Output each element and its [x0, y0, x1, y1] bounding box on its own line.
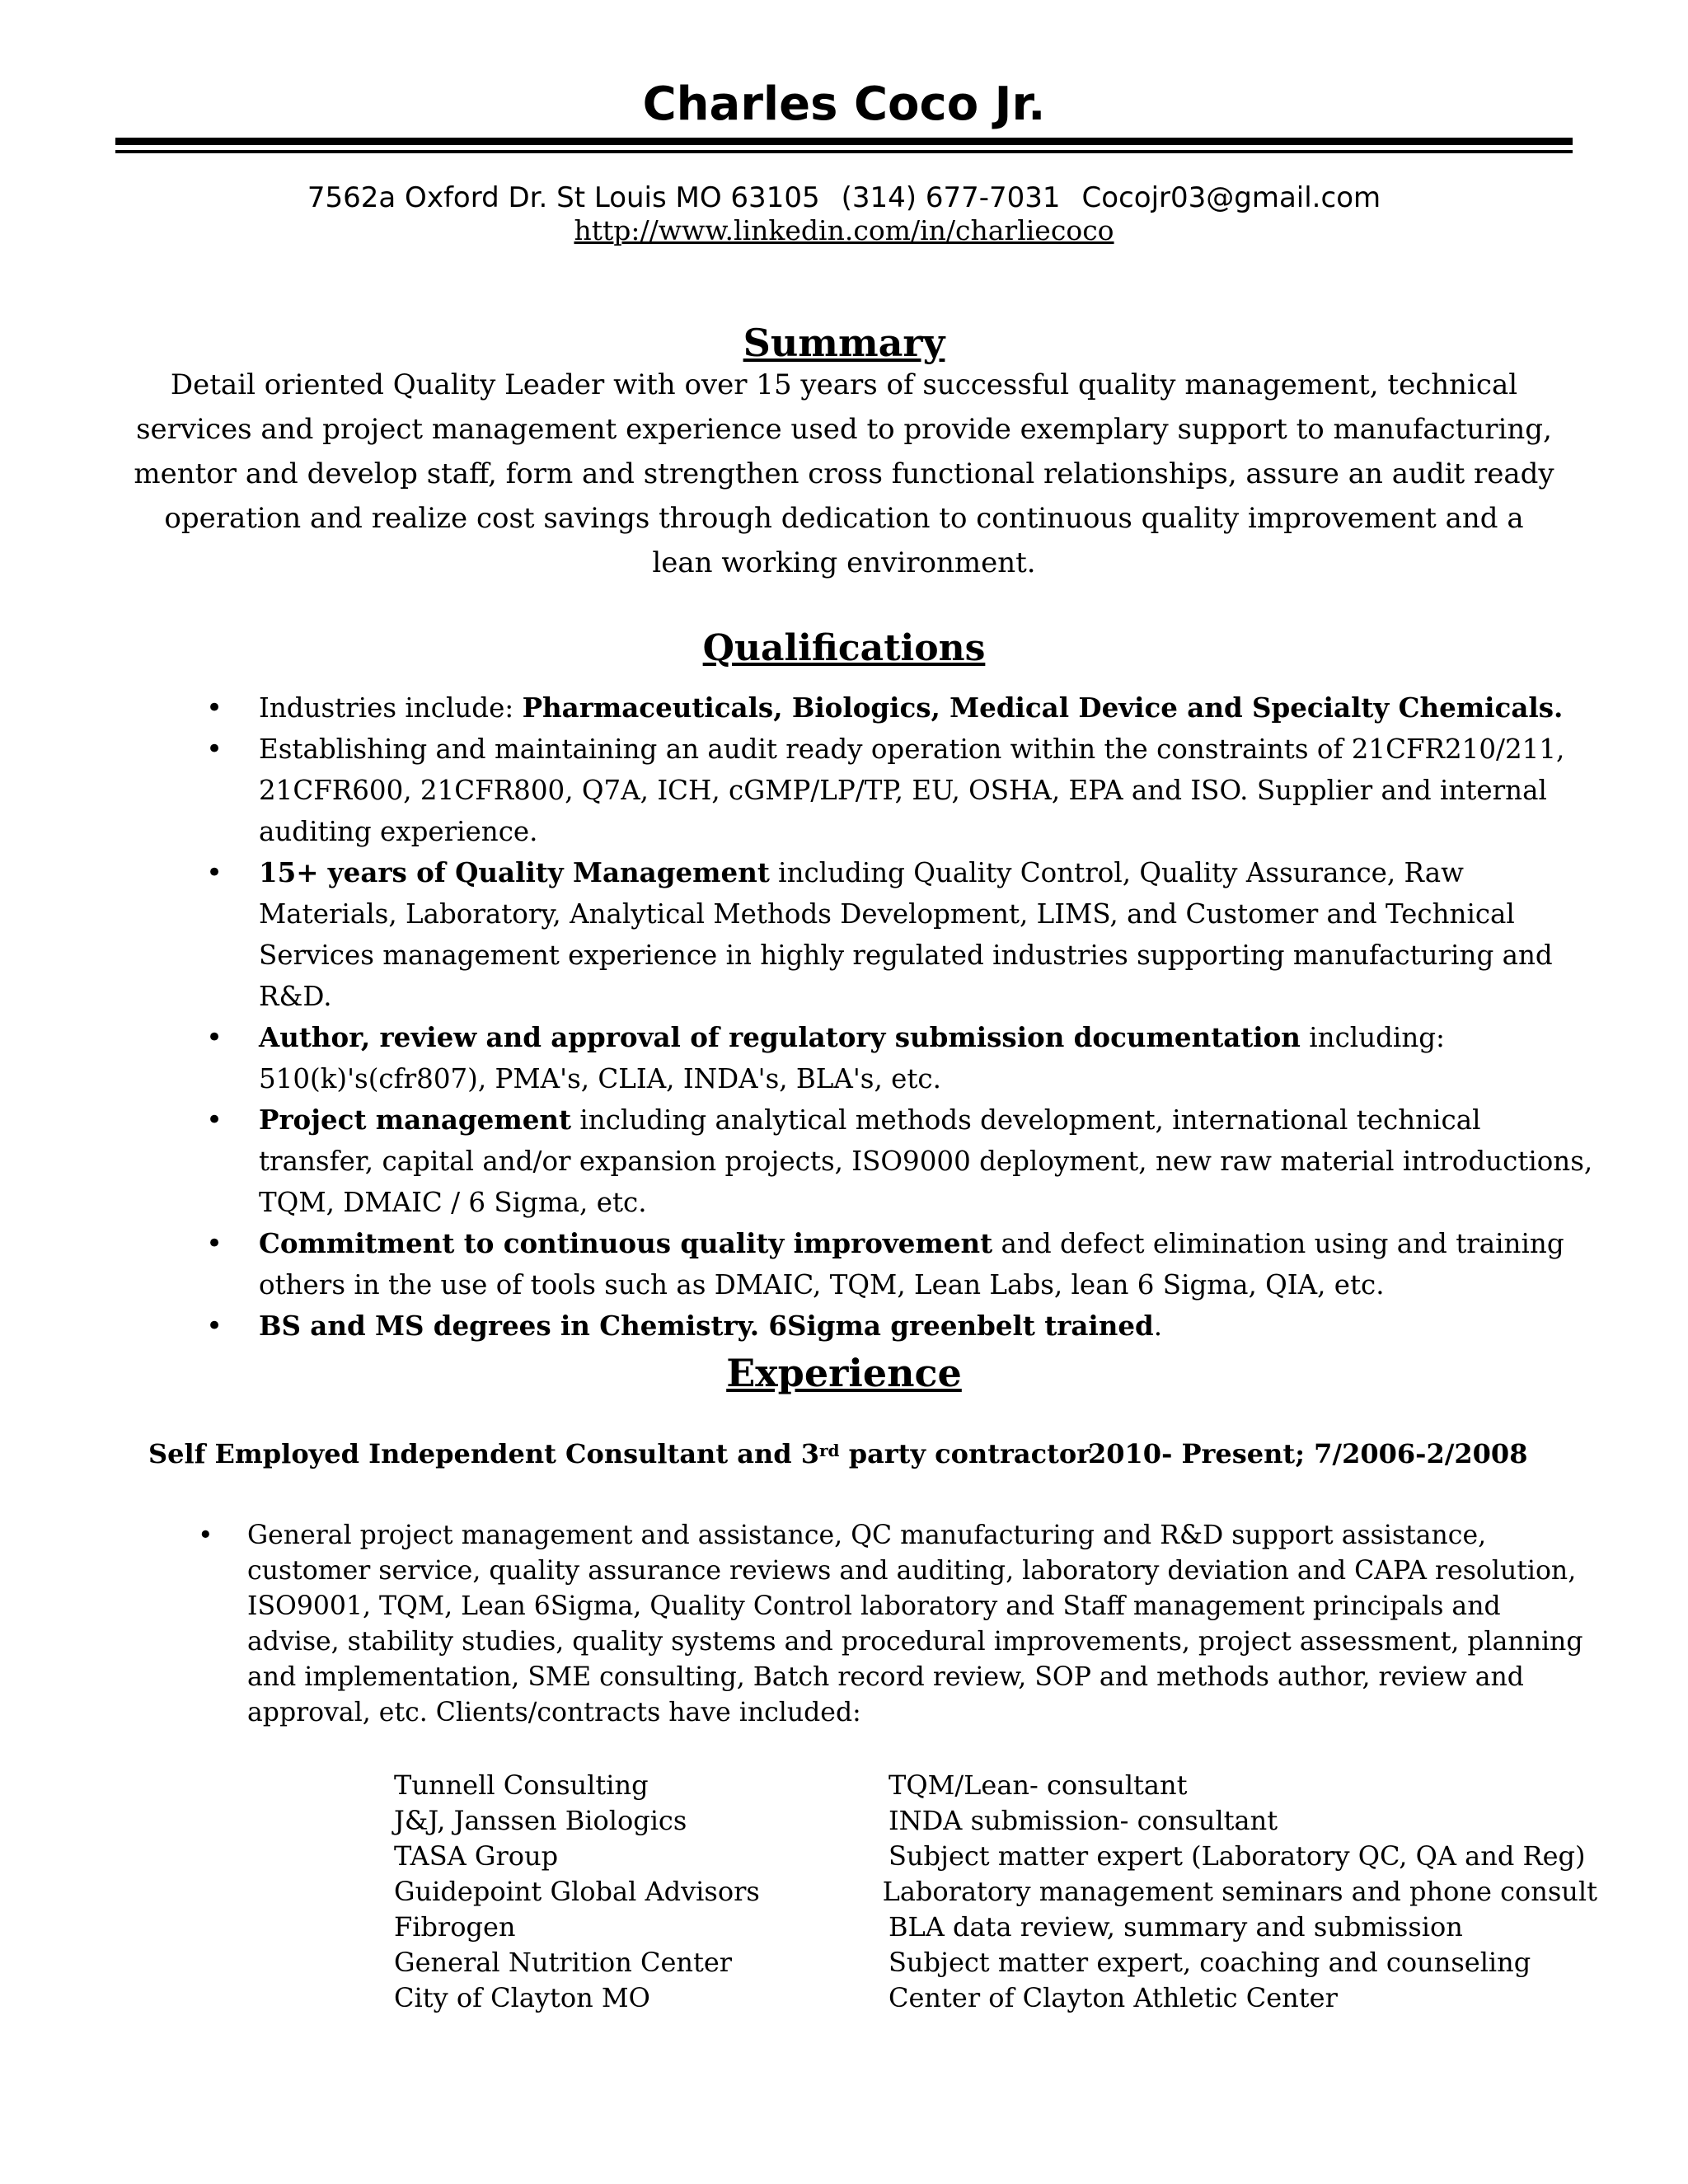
candidate-name: Charles Coco Jr. — [642, 77, 1046, 131]
qualification-item: • Commitment to continuous quality improvement and defect elimination using and training others in the use of tools such as DMAIC, TQM, Lean Labs, lean 6 Sigma, QIA, etc. — [206, 1223, 1599, 1305]
linkedin-link[interactable]: http://www.linkedin.com/in/charliecoco — [574, 214, 1114, 246]
client-role: Subject matter expert (Laboratory QC, QA and Reg) — [889, 1840, 1586, 1872]
client-row — [394, 1768, 1597, 1803]
phone: (314) 677-7031 — [841, 181, 1061, 214]
summary-text: Detail oriented Quality Leader with over 15 years of successful quality management, technical services and project management experience used to provide exemplary support to manufacturing, mentor and develop staff, form and strengthen cross functional relationships, assure an audit ready operation and realize cost savings through dedication to continuous quality improvement and a lean working environment. — [134, 368, 1554, 579]
job-description-text: General project management and assistance, QC manufacturing and R&D support assistance, customer service, quality assurance reviews and auditing, laboratory deviation and CAPA resolution, ISO9001, TQM, Lean 6Sigma, Quality Control laboratory and Staff management principals and advise, stability studies, quality systems and procedural improvements, project assessment, planning and implementation, SME consulting, Batch record review, SOP and methods author, review and approval, etc. Clients/contracts have included: — [247, 1521, 1583, 1727]
job-dates: 2010- Present; 7/2006-2/2008 — [1088, 1438, 1528, 1469]
client-name: General Nutrition Center — [394, 1947, 733, 1978]
linkedin-line — [0, 213, 1688, 249]
qualification-item: • Industries include: Pharmaceuticals, Biologics, Medical Device and Specialty Chemicals. — [206, 687, 1599, 729]
qualifications-heading: Qualifications — [702, 627, 986, 669]
qualification-item: • BS and MS degrees in Chemistry. 6Sigma greenbelt trained. — [206, 1305, 1599, 1347]
clients-table — [394, 1768, 1597, 2016]
client-name: Fibrogen — [394, 1911, 516, 1943]
contact-line — [0, 179, 1688, 217]
qualification-item: • Author, review and approval of regulatory submission documentation including: 510(k)'s(cfr807), PMA's, CLIA, INDA's, BLA's, etc. — [206, 1017, 1599, 1099]
client-role: Laboratory management seminars and phone consult — [882, 1876, 1597, 1907]
client-row — [394, 1874, 1597, 1910]
experience-heading: Experience — [726, 1351, 962, 1395]
client-row — [394, 1910, 1597, 1945]
client-row — [394, 1945, 1597, 1980]
header-rule-thin — [115, 150, 1573, 153]
client-role: BLA data review, summary and submission — [889, 1911, 1463, 1943]
client-name: J&J, Janssen Biologics — [394, 1805, 687, 1836]
bullet-icon: • — [198, 1521, 213, 1550]
header-rule-thick — [115, 138, 1573, 145]
client-role: Subject matter expert, coaching and counseling — [889, 1947, 1531, 1978]
qualification-item: • Project management including analytical methods development, international technical transfer, capital and/or expansion projects, ISO9000 deployment, new raw material introductions, TQM, DMAIC / 6 Sigma, etc. — [206, 1099, 1599, 1223]
client-role: TQM/Lean- consultant — [889, 1769, 1188, 1801]
client-role: Center of Clayton Athletic Center — [889, 1982, 1338, 2013]
address: 7562a Oxford Dr. St Louis MO 63105 — [307, 181, 820, 214]
client-name: Tunnell Consulting — [394, 1769, 649, 1801]
client-row — [394, 1803, 1597, 1839]
client-role: INDA submission- consultant — [889, 1805, 1278, 1836]
client-row — [394, 1839, 1597, 1874]
summary-heading: Summary — [743, 321, 945, 365]
client-name: TASA Group — [394, 1840, 559, 1872]
qualification-item: • 15+ years of Quality Management including Quality Control, Quality Assurance, Raw Materials, Laboratory, Analytical Methods Development, LIMS, and Customer and Technical Services management experience in highly regulated industries supporting manufacturing and R&D. — [206, 852, 1599, 1017]
job-title: Self Employed Independent Consultant and 3rd party contractor — [148, 1438, 1091, 1469]
client-row — [394, 1980, 1597, 2016]
qualifications-list — [206, 687, 1599, 1347]
client-name: Guidepoint Global Advisors — [394, 1876, 760, 1907]
qualification-item: • Establishing and maintaining an audit ready operation within the constraints of 21CFR210/211, 21CFR600, 21CFR800, Q7A, ICH, cGMP/LP/TP, EU, OSHA, EPA and ISO. Supplier and internal auditing experience. — [206, 729, 1599, 852]
client-name: City of Clayton MO — [394, 1982, 650, 2013]
email: Cocojr03@gmail.com — [1081, 181, 1381, 214]
job-description — [198, 1518, 1599, 1731]
